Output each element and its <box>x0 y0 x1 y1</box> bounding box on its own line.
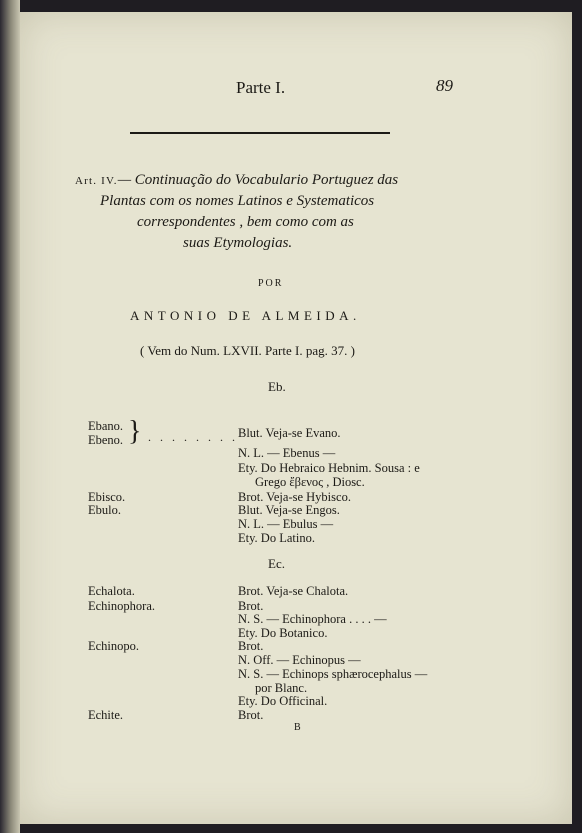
entry-line: Brot. Veja-se Chalota. <box>238 584 349 598</box>
entry-line: Blut. Veja-se Engos. <box>238 503 340 517</box>
section-heading-ec: Ec. <box>268 556 285 571</box>
entry-line: Ety. Do Officinal. <box>238 694 328 708</box>
entry-term: Echinopo. <box>88 639 140 653</box>
entry-term: Ebulo. <box>88 503 121 517</box>
article-label: Art. IV. <box>75 175 118 187</box>
entry-line: N. L. — Ebenus — <box>238 446 336 460</box>
signature-mark: B <box>294 722 301 733</box>
entry-line: Blut. Veja-se Evano. <box>238 426 341 440</box>
entry-line: Brot. <box>238 639 264 653</box>
author-name: ANTONIO DE ALMEIDA. <box>130 308 361 323</box>
por-label: POR <box>258 278 284 289</box>
article-title-line-3: correspondentes , bem como com as <box>137 214 354 230</box>
entry-line: N. Off. — Echinopus — <box>238 653 361 667</box>
entry-term: Ebano. <box>88 419 124 433</box>
entry-line: Brot. Veja-se Hybisco. <box>238 490 351 504</box>
running-title: Parte I. <box>236 78 286 97</box>
leader-dots: . . . . . . . . <box>148 430 238 444</box>
entry-line: Ety. Do Hebraico Hebnim. Sousa : e <box>238 461 420 475</box>
entry-term: Echinophora. <box>88 599 155 613</box>
entry-line: Brot. <box>238 599 264 613</box>
entry-term: Ebeno. <box>88 433 124 447</box>
entry-line: por Blanc. <box>255 681 308 695</box>
article-title-line-1: Art. IV.— Continuação do Vocabulario Portuguez das <box>75 172 399 188</box>
entry-line: Grego ἔβενος , Diosc. <box>255 475 365 489</box>
article-title-line-4: suas Etymologias. <box>183 235 293 251</box>
page-edge <box>0 0 20 833</box>
article-title-line-2: Plantas com os nomes Latinos e Systematicos <box>100 193 375 209</box>
entry-line: N. L. — Ebulus — <box>238 517 334 531</box>
entry-term: Echite. <box>88 708 124 722</box>
entry-term: Echalota. <box>88 584 135 598</box>
entry-line: N. S. — Echinophora . . . . — <box>238 612 387 626</box>
page-number: 89 <box>436 76 453 95</box>
entry-line: Ety. Do Latino. <box>238 531 315 545</box>
continuation-reference: ( Vem do Num. LXVII. Parte I. pag. 37. ) <box>140 343 355 358</box>
entry-line: Brot. <box>238 708 264 722</box>
section-heading-eb: Eb. <box>268 379 286 394</box>
entry-line: Ety. Do Botanico. <box>238 626 328 640</box>
header-rule <box>130 132 390 134</box>
brace-mark: } <box>128 416 142 447</box>
entry-line: N. S. — Echinops sphærocephalus — <box>238 667 428 681</box>
entry-term: Ebisco. <box>88 490 126 504</box>
